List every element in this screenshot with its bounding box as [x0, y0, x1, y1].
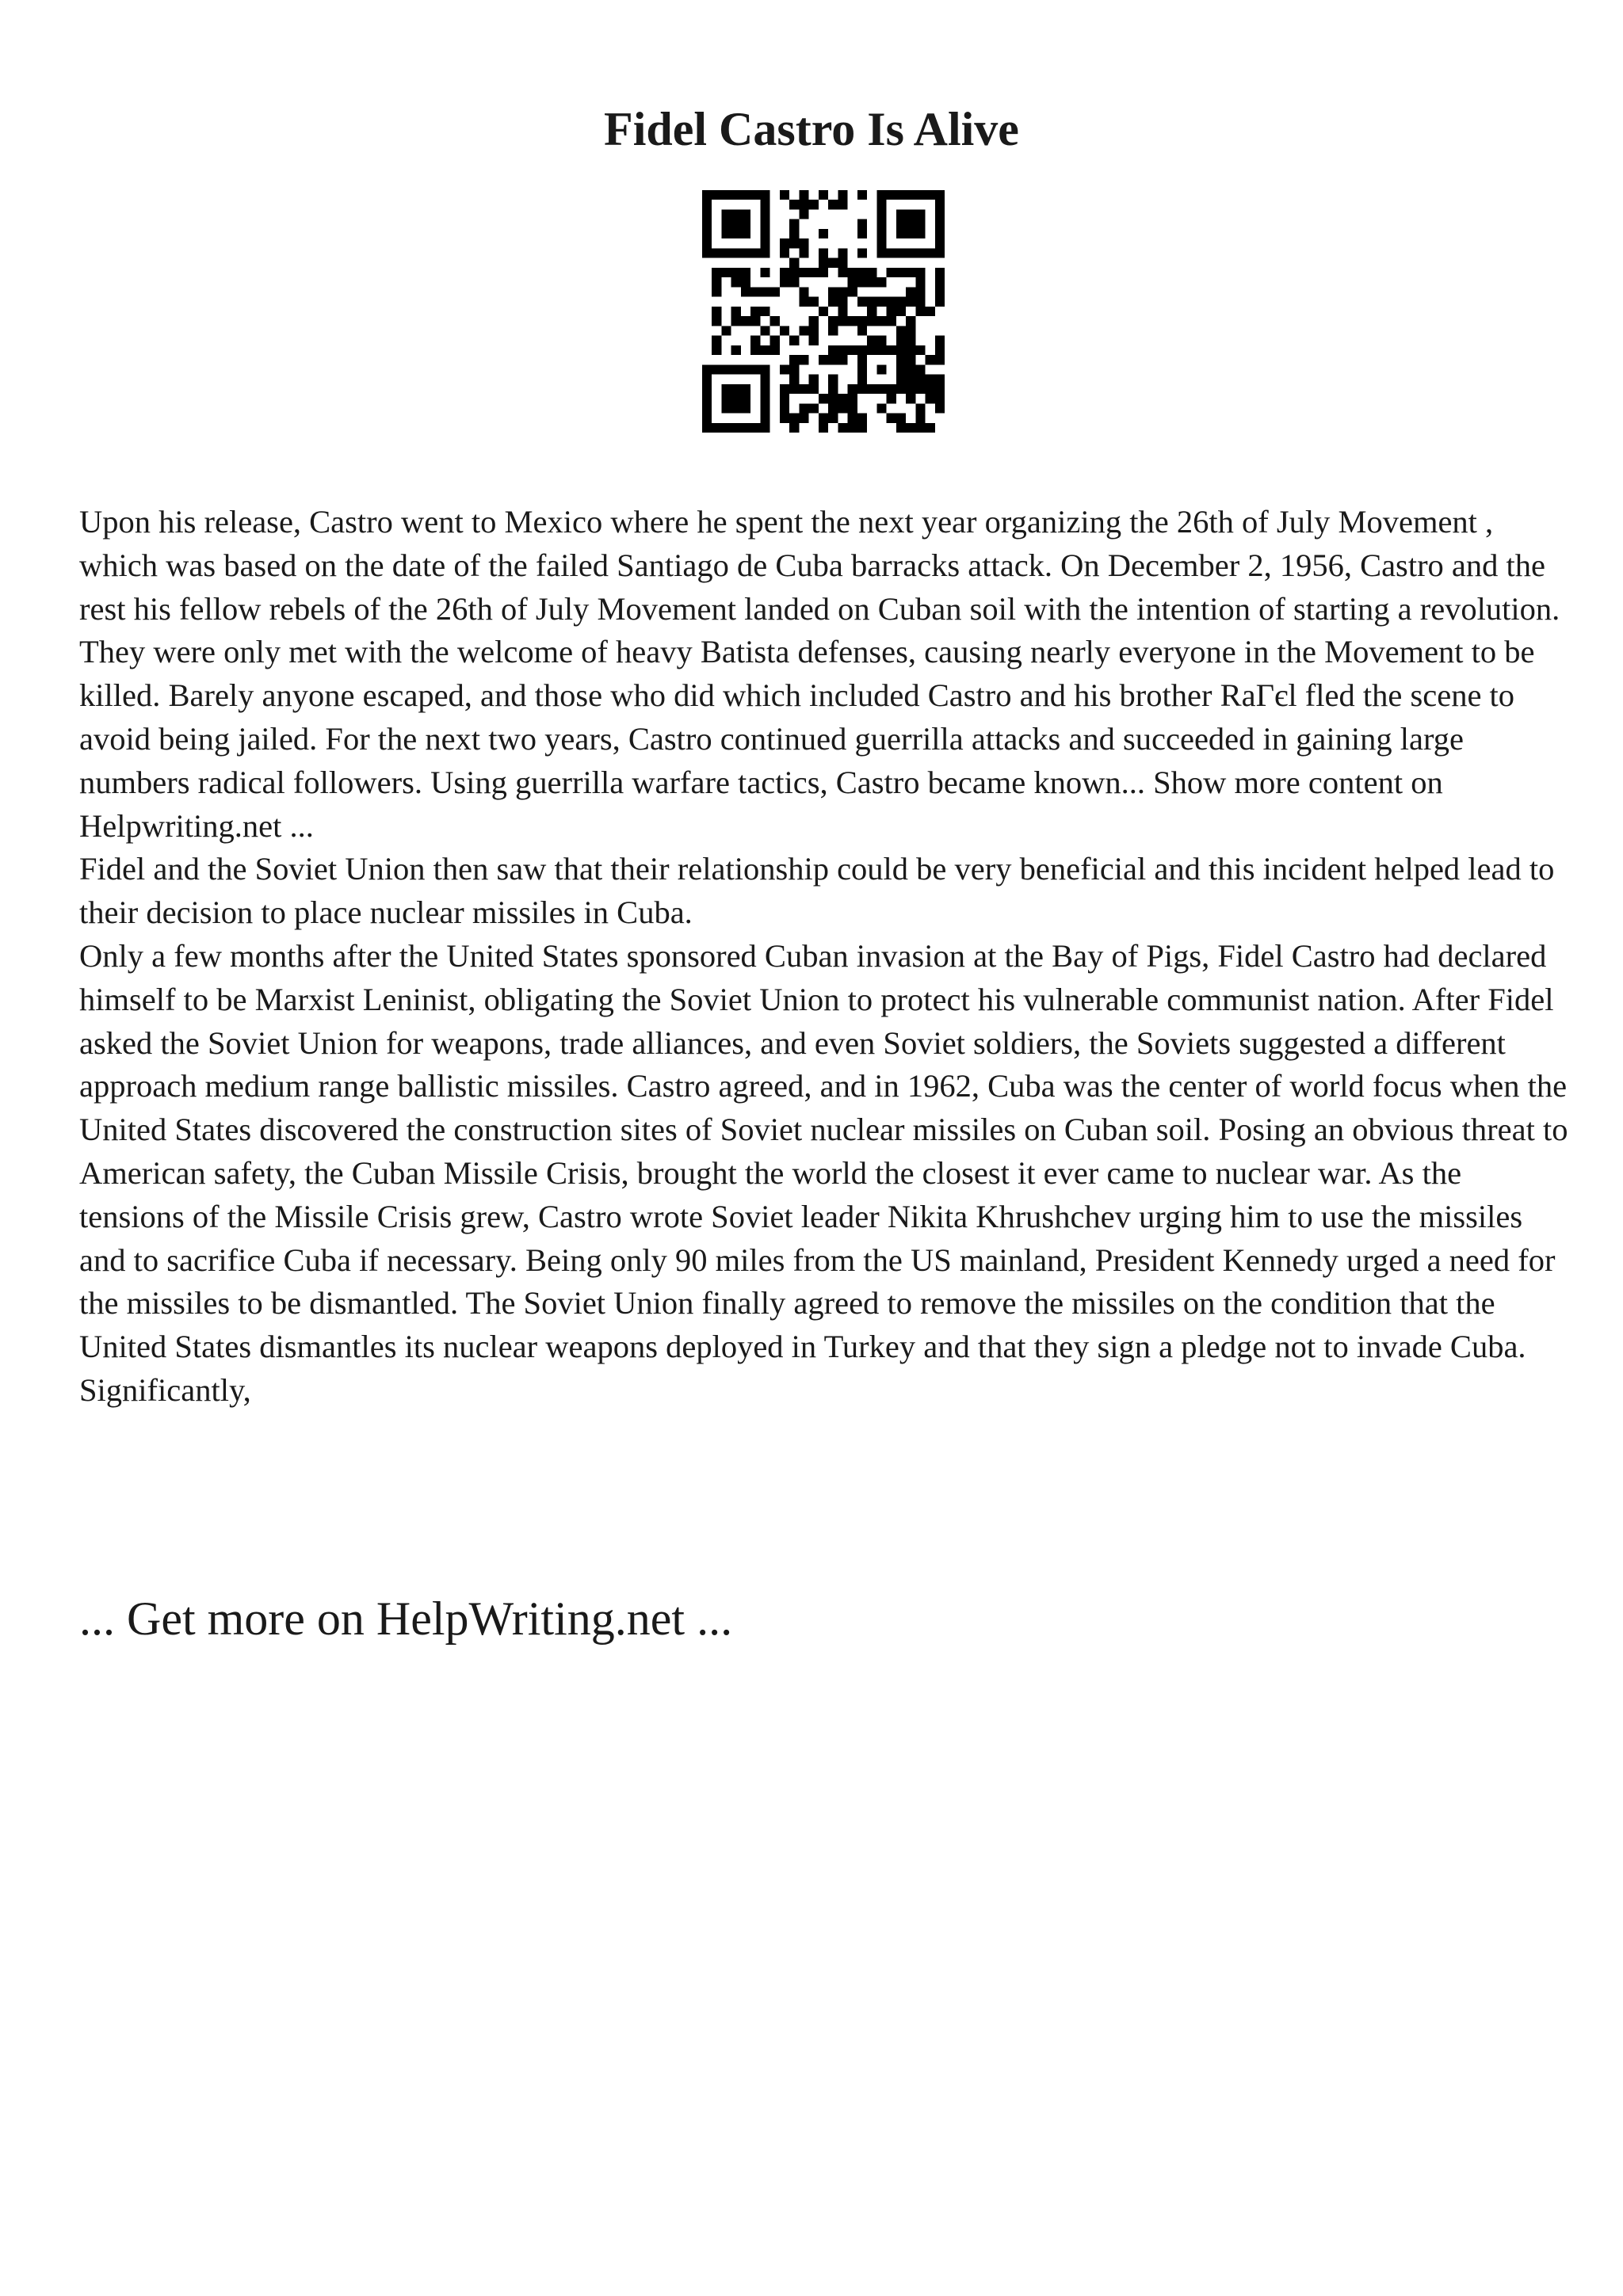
- document-body: [79, 501, 1569, 1413]
- body-paragraph-2: Fidel and the Soviet Union then saw that their relationship could be very beneficial and this incident helped lead to their decision to place nuclear missiles in Cuba.: [79, 851, 1555, 931]
- body-paragraph-1: Upon his release, Castro went to Mexico where he spent the next year organizing the 26th of July Movement , which was based on the date of the failed Santiago de Cuba barracks attack. On December 2, 1956, Castro and the rest his fellow rebels of the 26th of July Movement landed on Cuban soil with the intention of starting a revolution. They were only met with the welcome of heavy Batista defenses, causing nearly everyone in the Movement to be killed. Barely anyone escaped, and those who did which included Castro and his brother RaΓєl fled the scene to avoid being jailed. For the next two years, Castro continued guerrilla attacks and succeeded in gaining large numbers radical followers. Using guerrilla warfare tactics, Castro became known... Show more content on Helpwriting.net ...: [79, 504, 1560, 844]
- body-paragraph-3: Only a few months after the United States sponsored Cuban invasion at the Bay of Pigs, Fidel Castro had declared himself to be Marxist Leninist, obligating the Soviet Union to protect his vulnerable communist nation. After Fidel asked the Soviet Union for weapons, trade alliances, and even Soviet soldiers, the Soviets suggested a different approach medium range ballistic missiles. Castro agreed, and in 1962, Cuba was the center of world focus when the United States discovered the construction sites of Soviet nuclear missiles on Cuban soil. Posing an obvious threat to American safety, the Cuban Missile Crisis, brought the world the closest it ever came to nuclear war. As the tensions of the Missile Crisis grew, Castro wrote Soviet leader Nikita Khrushchev urging him to use the missiles and to sacrifice Cuba if necessary. Being only 90 miles from the US mainland, President Kennedy urged a need for the missiles to be dismantled. The Soviet Union finally agreed to remove the missiles on the condition that the United States dismantles its nuclear weapons deployed in Turkey and that they sign a pledge not to invade Cuba. Significantly,: [79, 937, 1568, 1408]
- get-more-link[interactable]: ... Get more on HelpWriting.net ...: [79, 1592, 733, 1645]
- document-title: Fidel Castro Is Alive: [604, 103, 1019, 155]
- qr-code-icon[interactable]: [702, 190, 945, 433]
